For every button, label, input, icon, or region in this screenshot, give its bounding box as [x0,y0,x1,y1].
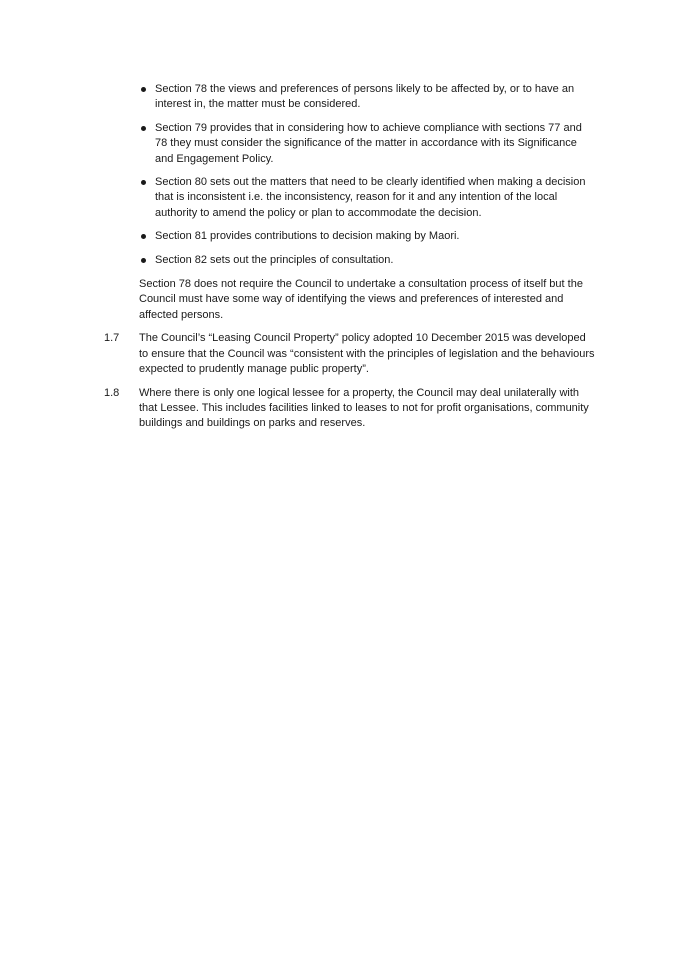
bullet-text: Section 78 the views and preferences of persons likely to be affected by, or to have an interest in, the matter must be considered. [155,83,575,111]
bullet-item [139,121,596,167]
bullet-item [139,82,596,113]
paragraph-text: Where there is only one logical lessee for a property, the Council may deal unilaterally with that Lessee. This includes facilities linked to leases to not for profit organisations, community buildings and buildings on parks and reserves. [139,386,589,430]
paragraph-number: 1.8 [104,386,120,399]
bullet-dot-icon [141,87,146,92]
bullet-text: Section 80 sets out the matters that need to be clearly identified when making a decision that is inconsistent i.e. the inconsistency, reason for it and any intention of the local authority to amend the policy or plan to accommodate the decision. [155,176,586,219]
bullet-dot-icon [141,234,146,239]
section-78-note: Section 78 does not require the Council to undertake a consultation process of itself but the Council must have some way of identifying the views and preferences of interested and affected persons. [139,278,583,321]
bullet-dot-icon [141,180,146,185]
bullet-text: Section 79 provides that in considering how to achieve compliance with sections 77 and 78 they must consider the significance of the matter in accordance with its Significance and Engagement Policy. [155,121,582,165]
bullet-item [139,253,596,268]
paragraph-text: The Council’s “Leasing Council Property” policy adopted 10 December 2015 was developed to ensure that the Council was “consistent with the principles of legislation and the behaviours expected to prudently manage public property”. [139,332,595,376]
paragraph-1-8 [104,386,596,432]
bullet-dot-icon [141,258,146,263]
paragraph-number: 1.7 [104,332,120,345]
section-bullet-list [104,82,596,268]
bullet-text: Section 81 provides contributions to decision making by Maori. [155,230,460,243]
bullet-item [139,229,596,244]
document-body [104,82,596,440]
paragraph-1-7 [104,331,596,377]
bullet-item [139,175,596,221]
bullet-text: Section 82 sets out the principles of consultation. [155,253,394,266]
bullet-dot-icon [141,126,146,131]
